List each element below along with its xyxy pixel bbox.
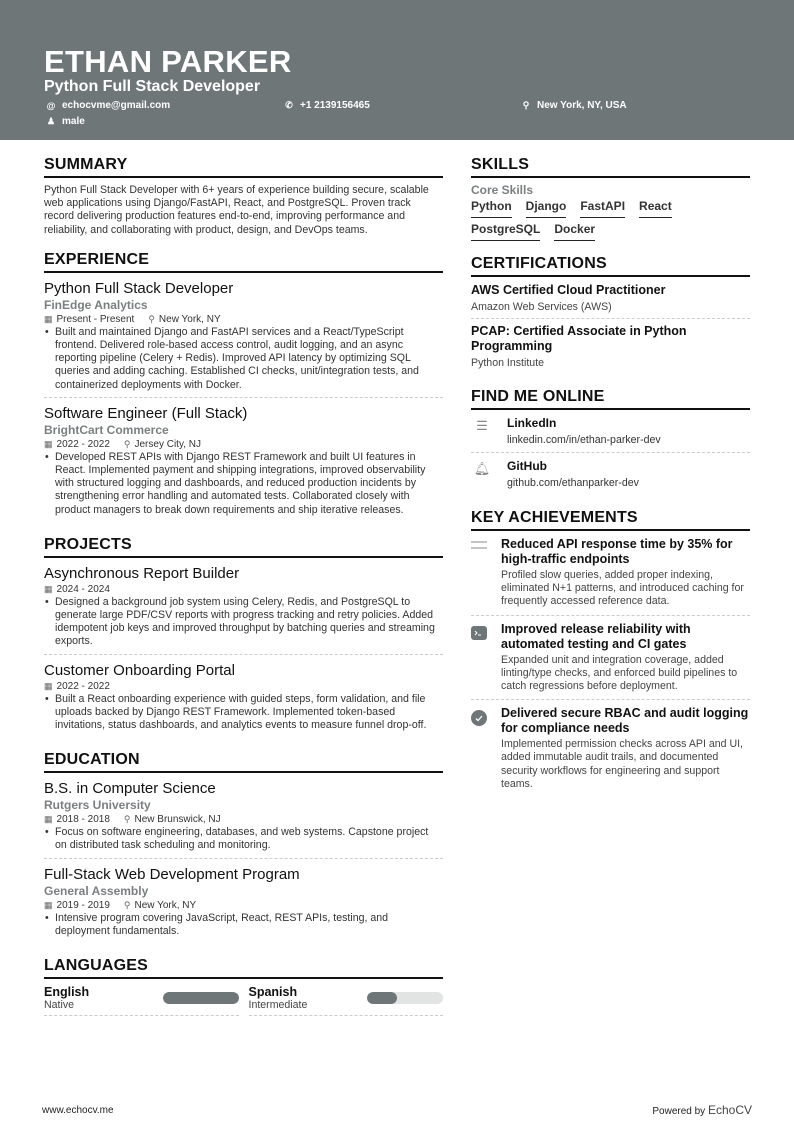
language-level: Intermediate: [248, 999, 308, 1012]
lines-icon: [471, 537, 487, 609]
location-pin-icon: ⚲: [148, 313, 155, 324]
dates-text: 2018 - 2018: [56, 814, 110, 826]
calendar-icon: ▦: [44, 899, 53, 910]
candidate-role: Python Full Stack Developer: [44, 78, 261, 95]
contact-gender: [46, 116, 85, 127]
location-text: New York, NY, USA: [537, 100, 627, 111]
achievement-desc: Expanded unit and integration coverage, added linting/type checks, and enforced build pipelines to catch regressions before deployment.: [501, 653, 738, 693]
experience-entry: [44, 279, 443, 398]
calendar-icon: ▦: [44, 438, 53, 449]
section-heading: SUMMARY: [44, 156, 443, 178]
achievement-title: Reduced API response time by 35% for high-traffic endpoints: [501, 537, 733, 566]
school: General Assembly: [44, 883, 149, 898]
skill-tag: FastAPI: [580, 199, 625, 218]
calendar-icon: ▦: [44, 814, 53, 825]
skill-tag: Docker: [554, 222, 595, 241]
company: BrightCart Commerce: [44, 422, 169, 437]
achievements-section: [471, 509, 750, 797]
section-heading: EDUCATION: [44, 751, 443, 773]
contact-phone[interactable]: [284, 100, 370, 111]
left-column: [44, 156, 443, 1030]
brand-name: EchoCV: [707, 1103, 752, 1117]
language-name: Spanish: [248, 985, 298, 1000]
company: FinEdge Analytics: [44, 297, 148, 312]
dates: [44, 438, 110, 451]
location-pin-icon: ⚲: [123, 899, 131, 910]
experience-entry: [44, 404, 443, 522]
bullet: • Focus on software engineering, databases, and web systems. Capstone project on distributed task scheduling and monitoring.: [44, 826, 443, 852]
section-heading: SKILLS: [471, 156, 750, 178]
achievement-item: [471, 537, 750, 616]
location: [124, 813, 221, 826]
degree: Full-Stack Web Development Program: [44, 865, 300, 883]
bullet: • Developed REST APIs with Django REST Framework and built UI features in React. Implemented payment and shipping integrations, improved observability with structured logging and dashboards, and reduced production incidents by strengthening error handling and automated tests. Collaborated closely with product managers to break down requirements and ship iterative releases.: [44, 451, 443, 517]
person-icon: ♟: [46, 116, 56, 126]
certification-item: [471, 283, 750, 319]
check-circle-icon: [471, 706, 487, 791]
footer-website[interactable]: www.echocv.me: [42, 1105, 114, 1116]
project-entry: [44, 564, 443, 655]
skill-category: Core Skills: [471, 183, 534, 197]
terminal-icon: [471, 622, 487, 694]
skill-tag: PostgreSQL: [471, 222, 540, 241]
achievement-title: Improved release reliability with automated testing and CI gates: [501, 621, 691, 651]
proficiency-bar: [163, 992, 239, 1004]
certifications-section: [471, 255, 750, 374]
experience-section: [44, 251, 443, 522]
dates-text: 2019 - 2019: [56, 899, 110, 911]
dates-text: 2022 - 2022: [56, 438, 110, 450]
section-heading: LANGUAGES: [44, 957, 443, 979]
bullet: • Built and maintained Django and FastAPI services and a React/TypeScript frontend. Delivered role-based access control, audit logging, and an async reporting pipeline (Celery + Redis). Improved API latency by optimizing SQL queries and adding caching. Established CI checks, unit/integration tests, and containerized deployments with Docker.: [44, 326, 443, 392]
languages-section: [44, 957, 443, 1016]
bullet: • Designed a background job system using Celery, Redis, and PostgreSQL to generate large PDF/CSV reports with progress tracking and retry policies. Added idempotent job keys and improved throughput by batching queries and streaming exports.: [44, 596, 443, 649]
skill-tag: Django: [526, 199, 567, 218]
sliders-icon: ☰: [476, 418, 488, 433]
achievement-desc: Implemented permission checks across API and UI, added immutable audit trails, and documented security workflows for engineering and support teams.: [501, 738, 743, 790]
contact-email[interactable]: [46, 100, 170, 111]
location: [148, 313, 220, 326]
location-text: New Brunswick, NJ: [134, 814, 221, 826]
school: Rutgers University: [44, 798, 151, 813]
achievement-title: Delivered secure RBAC and audit logging for compliance needs: [501, 706, 749, 736]
at-icon: @: [46, 100, 56, 111]
calendar-icon: ▦: [44, 680, 53, 691]
location: [124, 899, 196, 912]
location-pin-icon: ⚲: [123, 814, 131, 825]
calendar-icon: ▦: [44, 583, 53, 594]
cert-title: PCAP: Certified Associate in Python Programming: [471, 324, 687, 353]
online-section: [471, 388, 750, 495]
proficiency-bar: [367, 992, 443, 1004]
dates: [44, 813, 110, 826]
cert-issuer: Python Institute: [471, 357, 545, 369]
cert-title: AWS Certified Cloud Practitioner: [471, 283, 666, 297]
resume-header: [0, 0, 794, 140]
certification-item: [471, 324, 750, 374]
location-pin-icon: ⚲: [522, 100, 530, 110]
dates: [44, 680, 110, 693]
proficiency-fill: [367, 992, 397, 1004]
skill-tag: Python: [471, 199, 512, 218]
dates-text: Present - Present: [56, 313, 135, 325]
contact-location: [521, 100, 627, 111]
candidate-name: ETHAN PARKER: [44, 44, 292, 79]
dates-text: 2024 - 2024: [56, 583, 110, 595]
location-text: New York, NY: [158, 313, 221, 325]
project-title: Asynchronous Report Builder: [44, 564, 240, 582]
section-heading: PROJECTS: [44, 536, 443, 558]
link-url[interactable]: github.com/ethanparker-dev: [507, 477, 639, 489]
phone-icon: ✆: [285, 100, 293, 110]
link-url[interactable]: linkedin.com/in/ethan-parker-dev: [507, 434, 661, 446]
summary-text: Python Full Stack Developer with 6+ years of experience building secure, scalable web applications using Django/FastAPI, React, and PostgreSQL. Proven track record delivering production features end-to-end, improving performance and reliability, and collaborating with product, design, and DevOps teams.: [44, 184, 429, 236]
dates: [44, 583, 110, 596]
job-title: Software Engineer (Full Stack): [44, 404, 248, 422]
link-name: LinkedIn: [507, 416, 557, 430]
dates: [44, 313, 134, 326]
location-pin-icon: ⚲: [123, 438, 131, 449]
language-name: English: [44, 985, 90, 1000]
education-section: [44, 751, 443, 943]
dates: [44, 899, 110, 912]
language-level: Native: [44, 999, 75, 1012]
section-heading: FIND ME ONLINE: [471, 388, 750, 410]
achievement-item: [471, 622, 750, 701]
email-text: echocvme@gmail.com: [62, 100, 171, 111]
gender-text: male: [62, 116, 85, 127]
education-entry: [44, 779, 443, 858]
location-text: Jersey City, NJ: [134, 438, 201, 450]
skill-tag: React: [639, 199, 672, 218]
online-link-github[interactable]: [471, 459, 750, 495]
section-heading: EXPERIENCE: [44, 251, 443, 273]
bullet: • Built a React onboarding experience with guided steps, form validation, and file uploads backed by Django REST Framework. Implemented token-based invitations, status dashboards, and analytics events to measure funnel drop-off.: [44, 693, 443, 733]
dates-text: 2022 - 2022: [56, 680, 110, 692]
proficiency-fill: [163, 992, 239, 1004]
degree: B.S. in Computer Science: [44, 780, 216, 798]
phone-text: +1 2139156465: [300, 100, 370, 111]
summary-section: [44, 156, 443, 237]
calendar-icon: ▦: [44, 313, 53, 324]
online-link-linkedin[interactable]: [471, 416, 750, 453]
education-entry: [44, 865, 443, 943]
footer-powered[interactable]: [652, 1103, 752, 1117]
section-heading: KEY ACHIEVEMENTS: [471, 509, 750, 531]
bullet: • Intensive program covering JavaScript, React, REST APIs, testing, and deployment fundamentals.: [44, 912, 443, 938]
link-name: GitHub: [507, 459, 547, 473]
bell-icon: 🔔︎: [473, 461, 491, 476]
projects-section: [44, 536, 443, 737]
location: [124, 438, 201, 451]
cert-issuer: Amazon Web Services (AWS): [471, 301, 612, 313]
language-item: [249, 985, 444, 1016]
project-entry: [44, 661, 443, 738]
right-column: [471, 156, 750, 811]
job-title: Python Full Stack Developer: [44, 279, 234, 297]
skills-section: [471, 156, 750, 241]
project-title: Customer Onboarding Portal: [44, 661, 235, 679]
location-text: New York, NY: [134, 899, 197, 911]
achievement-desc: Profiled slow queries, added proper indexing, eliminated N+1 patterns, and introduced caching for frequently accessed reference data.: [501, 569, 744, 608]
achievement-item: [471, 706, 750, 797]
powered-by-text: Powered by: [652, 1106, 706, 1117]
section-heading: CERTIFICATIONS: [471, 255, 750, 277]
language-item: [44, 985, 239, 1016]
